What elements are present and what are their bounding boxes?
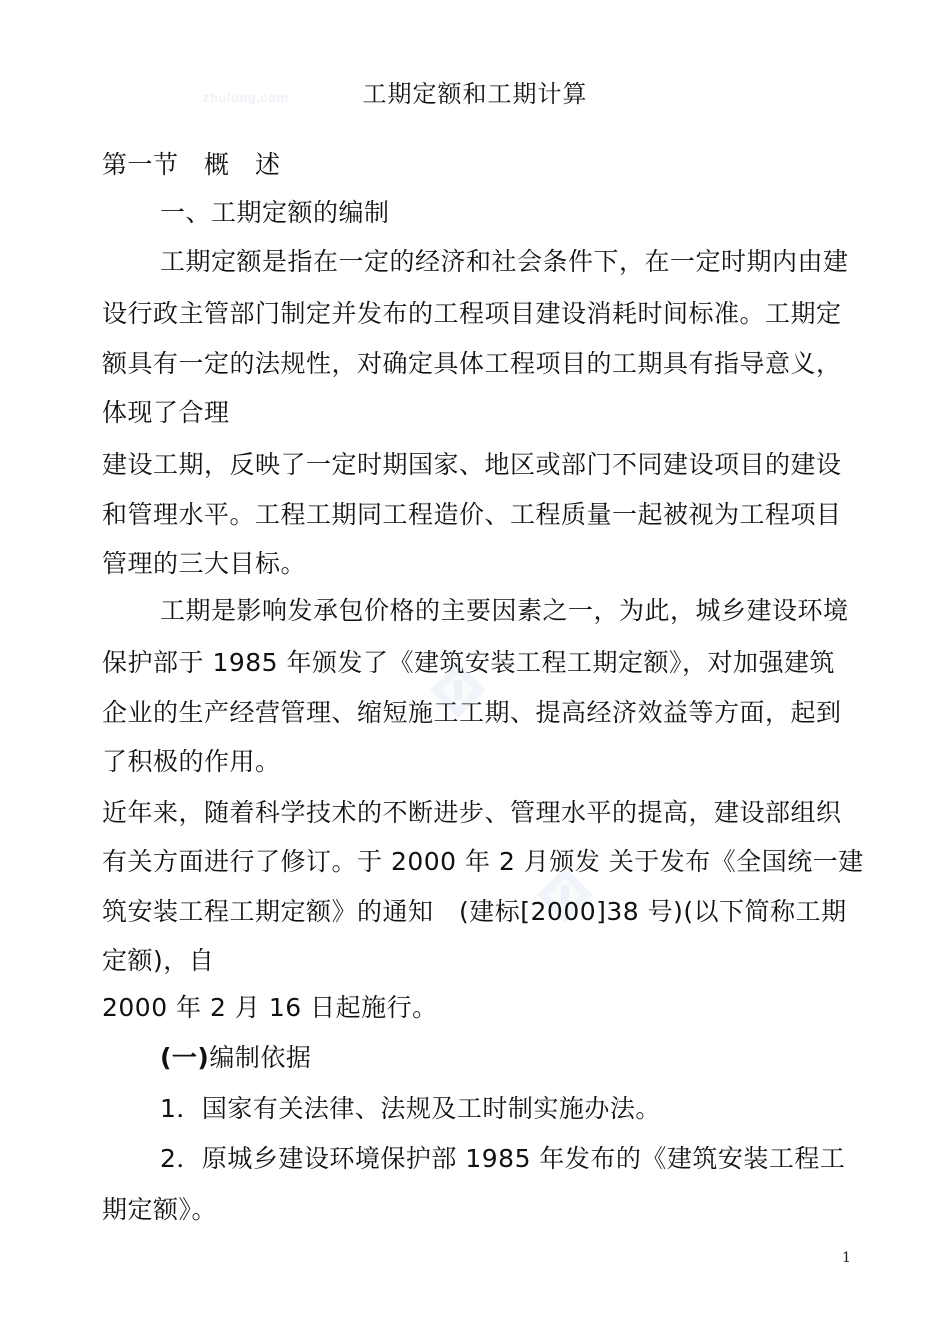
basis-item: 2．原城乡建设环境保护部 1985 年发布的《建筑安装工程工 xyxy=(160,1144,846,1173)
basis-heading-number: (一) xyxy=(160,1043,210,1072)
subheading: 一、工期定额的编制 xyxy=(160,198,390,227)
paragraph-line: 企业的生产经营管理、缩短施工工期、提高经济效益等方面，起到 xyxy=(102,698,842,727)
section-heading: 第一节 概 述 xyxy=(102,150,281,179)
paragraph-line: 近年来，随着科学技术的不断进步、管理水平的提高，建设部组织 xyxy=(102,798,842,827)
page-number: 1 xyxy=(842,1250,851,1266)
paragraph-line: 工期是影响发承包价格的主要因素之一，为此，城乡建设环境 xyxy=(160,596,849,625)
basis-heading xyxy=(160,1041,920,1075)
basis-heading-text: 编制依据 xyxy=(209,1043,312,1072)
paragraph-line: 工期定额是指在一定的经济和社会条件下，在一定时期内由建 xyxy=(160,247,849,276)
paragraph-line: 2000 年 2 月 16 日起施行。 xyxy=(102,993,438,1022)
paragraph-line: 和管理水平。工程工期同工程造价、工程质量一起被视为工程项目 xyxy=(102,500,842,529)
paragraph-line: 筑安装工程工期定额》的通知 (建标[2000]38 号)(以下简称工期 xyxy=(102,897,847,926)
paragraph-line: 建设工期，反映了一定时期国家、地区或部门不同建设项目的建设 xyxy=(102,450,842,479)
paragraph-line: 体现了合理 xyxy=(102,398,230,427)
paragraph-line: 定额)，自 xyxy=(102,946,215,975)
basis-item: 期定额》。 xyxy=(102,1195,218,1224)
watermark-text: zhulong.com xyxy=(203,90,289,105)
paragraph-line: 额具有一定的法规性，对确定具体工程项目的工期具有指导意义， xyxy=(102,349,842,378)
paragraph-line: 有关方面进行了修订。于 2000 年 2 月颁发 关于发布《全国统一建 xyxy=(102,847,864,876)
basis-item: 1．国家有关法律、法规及工时制实施办法。 xyxy=(160,1094,661,1123)
paragraph-line: 了积极的作用。 xyxy=(102,747,281,776)
paragraph-line: 管理的三大目标。 xyxy=(102,549,307,578)
paragraph-line: 保护部于 1985 年颁发了《建筑安装工程工期定额》，对加强建筑 xyxy=(102,648,836,677)
document-title: 工期定额和工期计算 xyxy=(362,80,588,108)
paragraph-line: 设行政主管部门制定并发布的工程项目建设消耗时间标准。工期定 xyxy=(102,299,842,328)
